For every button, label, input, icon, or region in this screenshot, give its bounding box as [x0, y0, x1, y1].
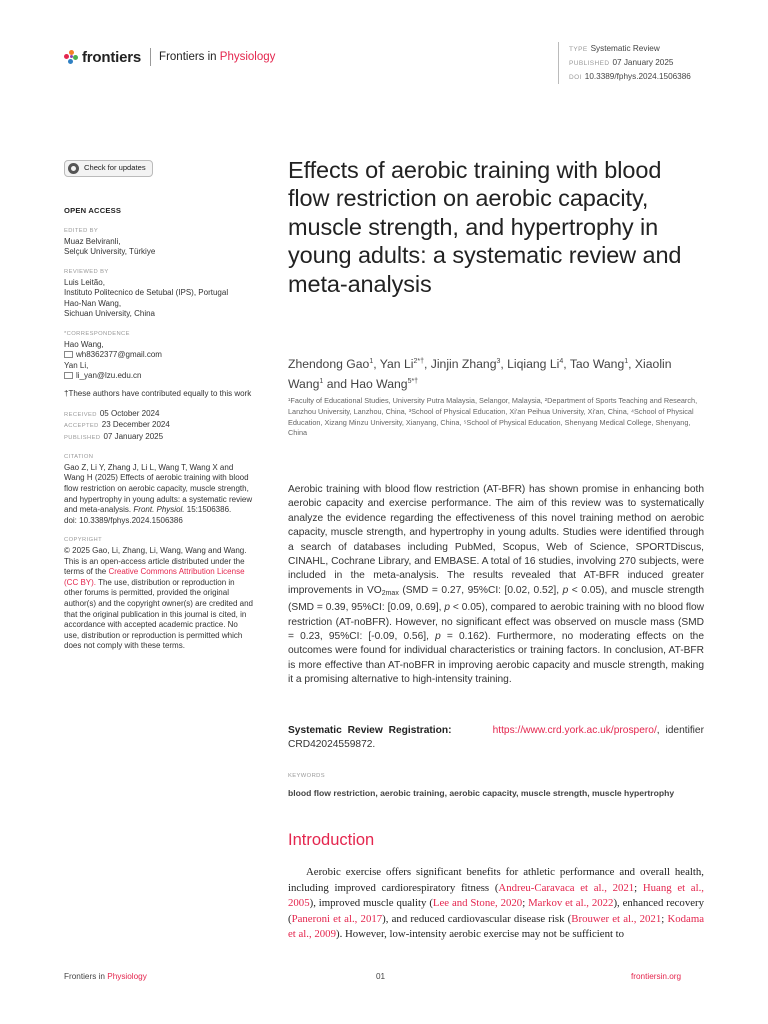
author-name[interactable]: Jinjin Zhang$^3$	[430, 357, 501, 372]
section-heading-introduction: Introduction	[288, 831, 375, 849]
article-dates	[64, 409, 254, 444]
edited-by-label: EDITED BY	[64, 228, 99, 235]
article-meta	[558, 42, 691, 84]
crossmark-icon	[68, 163, 79, 174]
meta-doi[interactable]: DOI 10.3389/fphys.2024.1506386	[569, 72, 691, 81]
correspondent-name: Yan Li,	[64, 360, 89, 370]
copyright-label: COPYRIGHT	[64, 537, 103, 544]
keywords-label: KEYWORDS	[288, 773, 326, 779]
affiliations: ¹Faculty of Educational Studies, University Putra Malaysia, Selangor, Malaysia, ²Department of Sports Teaching and Research, Lanzhou University, Lanzhou, China, ³School of Physical Education, Xi'an Peihua University, Xi'an, China, ⁴School of Physical Education, Xizang Minzu University, Xianyang, China, ⁵School of Physical Education, Shenyang Medical College, Shenyang, China	[288, 396, 698, 438]
article-title: Effects of aerobic training with blood flow restriction on aerobic capacity, muscle strength, and hypertrophy in young adults: a systematic review and meta-analysis	[288, 157, 682, 297]
citation-link[interactable]: Paneroni et al., 2017	[291, 912, 383, 925]
citation-link[interactable]: Kodama et al., 2009	[288, 912, 705, 940]
citation-text: Gao Z, Li Y, Zhang J, Li L, Wang T, Wang X and Wang H (2025) Effects of aerobic training with blood flow restriction on aerobic capacity, muscle strength, and hypertrophy in young adults: a systematic review and meta-analysis. Front. Physiol. 15:1506386. doi: 10.3389/fphys.2024.1506386	[64, 462, 253, 525]
abstract: Aerobic training with blood flow restriction (AT-BFR) has shown promise in enhancing both aerobic capacity and exercise performance. The aim of this review was to systematically analyze the evidence regarding the effectiveness of this novel training method on aerobic capacity, muscle strength, and hypertrophy in young adults. Studies were identified through a search of databases including PubMed, Scopus, Web of Science, SPORTDiscus, CINAHL, Cochrane Library, and EMBASE. A total of 16 studies, involving 270 subjects, were included in the meta-analysis. The results revealed that AT-BFR induced greater improvements in $VO_{2max}$ (SMD = 0.27, 95%CI: [0.02, 0.52], p < 0.05), and muscle strength (SMD = 0.39, 95%CI: [0.09, 0.69], p < 0.05), compared to aerobic training with no blood flow restriction (AT-noBFR). However, no significant effect was observed on muscle mass (SMD = 0.23, 95%CI: [-0.09, 0.56], p = 0.162). Furthermore, no moderating effects on the outcomes were found for individual characteristics or training factors. In conclusion, AT-BFR is more effective than AT-noBFR in improving aerobic capacity and muscle strength, making it a promising alternative to high-intensity training.	[288, 484, 705, 686]
reviewer-affiliation: Instituto Politecnico de Setubal (IPS), Portugal	[64, 288, 229, 298]
frontiers-logo-icon	[64, 50, 78, 64]
author-name[interactable]: Tao Wang$^1$	[569, 357, 629, 372]
check-updates-button[interactable]: Check for updates	[64, 160, 153, 177]
editor-affiliation: Selçuk University, Türkiye	[64, 247, 156, 257]
correspondent-email-link[interactable]: li_yan@lzu.edu.cn	[64, 371, 254, 382]
reviewer-name: Luis Leitão,	[64, 277, 105, 287]
copyright-text: © 2025 Gao, Li, Zhang, Li, Wang, Wang and Wang. This is an open-access article distributed under the terms of the Creative Commons Attribution License (CC BY). The use, distribution or reproduction in other forums is permitted, provided the original author(s) and the copyright owner(s) are credited and that the original publication in this journal is cited, in accordance with accepted academic practice. No use, distribution or reproduction is permitted which does not comply with these terms.	[64, 546, 253, 651]
reviewer-affiliation: Sichuan University, China	[64, 309, 156, 319]
reviewer-name: Hao-Nan Wang,	[64, 298, 122, 308]
article-sidebar	[64, 160, 254, 652]
prospero-link[interactable]: https://www.crd.york.ac.uk/prospero/	[492, 725, 657, 736]
correspondent-name: Hao Wang,	[64, 339, 104, 349]
page-number: 01	[376, 972, 386, 981]
correspondence-label: *CORRESPONDENCE	[64, 330, 130, 337]
date-published: PUBLISHED 07 January 2025	[64, 431, 164, 441]
cc-license-link[interactable]: Creative Commons Attribution License (CC BY).	[64, 567, 245, 587]
footer-journal: Frontiers in Physiology	[64, 972, 147, 981]
citation-link[interactable]: Brouwer et al., 2021	[571, 912, 662, 925]
brand-name: frontiers	[82, 48, 142, 66]
equal-contribution-note: †These authors have contributed equally to this work	[64, 388, 252, 398]
date-received: RECEIVED 05 October 2024	[64, 408, 160, 418]
open-access-label: OPEN ACCESS	[64, 205, 122, 215]
meta-type: TYPE Systematic Review	[569, 44, 660, 53]
citation-link[interactable]: Huang et al., 2005	[288, 881, 704, 909]
author-list: Zhendong Gao$^1$, Yan $Li^{2*\dagger}$, Jinjin Zhang$^3$, Liqiang Li$^4$, Tao Wang$^1$, Xiaolin Wang$^1$ and Hao Wang$^{5*\dagger}$	[288, 357, 672, 392]
citation-link[interactable]: Lee and Stone, 2020	[432, 897, 523, 909]
email-icon	[64, 351, 73, 358]
correspondent-email-link[interactable]: wh8362377@gmail.com	[64, 350, 254, 361]
keywords: blood flow restriction, aerobic training, aerobic capacity, muscle strength, muscle hypertrophy	[288, 788, 675, 798]
logo-divider	[150, 48, 151, 66]
author-name[interactable]: Hao Wang$^{5*\dagger}$	[350, 377, 419, 392]
author-name[interactable]: Liqiang Li$^4$	[507, 357, 564, 372]
journal-name: Frontiers in Physiology	[159, 51, 276, 63]
citation-label: CITATION	[64, 454, 94, 461]
introduction-text: Aerobic exercise offers significant benefits for athletic performance and overall health, including improved cardiorespiratory fitness (Andreu-Caravaca et al., 2021; Huang et al., 2005), improved muscle quality (Lee and Stone, 2020; Markov et al., 2022), enhanced recovery (Paneroni et al., 2017), and reduced cardiovascular disease risk (Brouwer et al., 2021; Kodama et al., 2009). However, low-intensity aerobic exercise may not be sufficient to	[288, 866, 705, 940]
journal-logo[interactable]	[64, 48, 275, 66]
reviewed-by-label: REVIEWED BY	[64, 268, 109, 275]
author-name[interactable]: Zhendong Gao$^1$	[288, 357, 374, 372]
meta-published: PUBLISHED 07 January 2025	[569, 58, 674, 67]
footer-site-link[interactable]: frontiersin.org	[631, 972, 682, 981]
editor-name: Muaz Belviranli,	[64, 236, 121, 246]
citation-link[interactable]: Andreu-Caravaca et al., 2021	[498, 881, 635, 894]
author-name[interactable]: Xiaolin Wang$^1$	[288, 357, 672, 392]
systematic-review-registration: Systematic Review Registration: https://www.crd.york.ac.uk/prospero/, identifier CRD42024559872.	[288, 725, 704, 751]
date-accepted: ACCEPTED 23 December 2024	[64, 420, 170, 430]
email-icon	[64, 372, 73, 379]
citation-link[interactable]: Markov et al., 2022	[528, 897, 614, 909]
author-name[interactable]: Yan $Li^{2*\dagger}$	[379, 357, 424, 372]
